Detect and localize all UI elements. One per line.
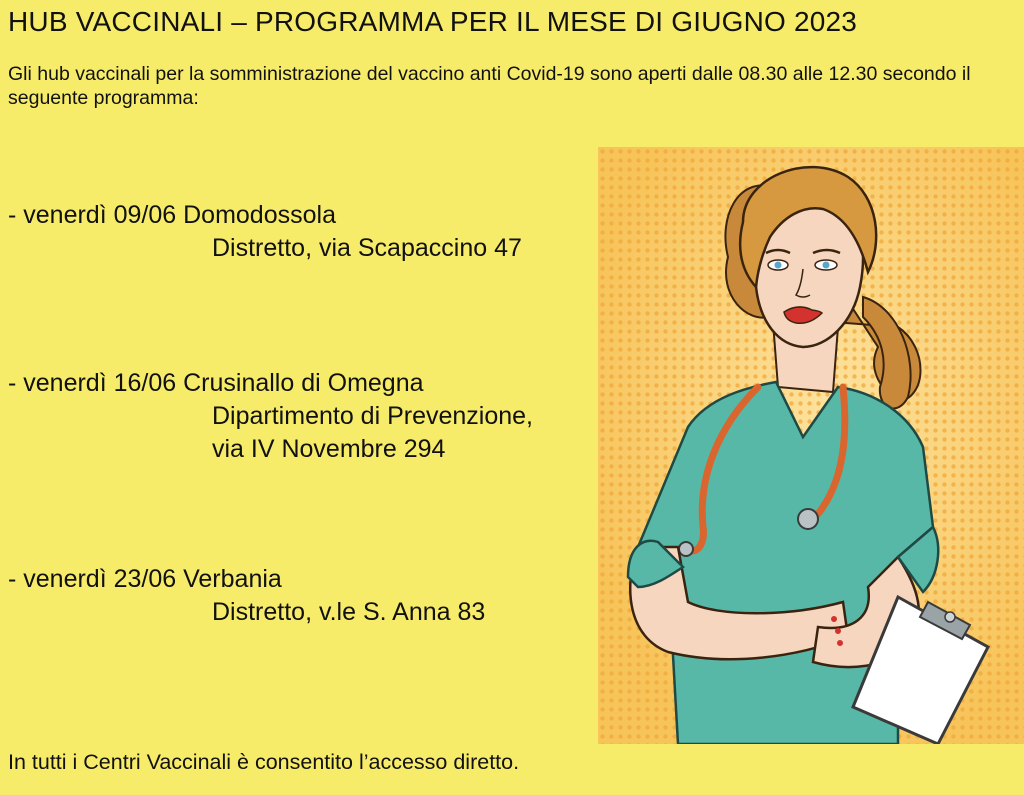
footer-note: In tutti i Centri Vaccinali è consentito l’accesso diretto. — [8, 750, 520, 774]
schedule-address-line: Distretto, v.le S. Anna 83 — [212, 598, 486, 626]
intro-text: Gli hub vaccinali per la somministrazione del vaccino anti Covid-19 sono aperti dalle 08.30 alle 12.30 secondo il seguente programma: — [8, 63, 971, 109]
schedule-address-line: via IV Novembre 294 — [212, 435, 446, 463]
page-title: HUB VACCINALI – PROGRAMMA PER IL MESE DI GIUGNO 2023 — [8, 6, 858, 37]
schedule-date-location: - venerdì 23/06 Verbania — [8, 565, 282, 593]
nurse-illustration — [598, 147, 1024, 744]
schedule-address-line: Distretto, via Scapaccino 47 — [212, 234, 522, 262]
schedule-date-location: - venerdì 16/06 Crusinallo di Omegna — [8, 369, 424, 397]
schedule-entry-crusinallo — [8, 367, 533, 466]
schedule-date-location: - venerdì 09/06 Domodossola — [8, 201, 336, 229]
schedule-address-line: Dipartimento di Prevenzione, — [212, 402, 533, 430]
schedule-entry-verbania — [8, 563, 485, 629]
schedule-entry-domodossola — [8, 199, 522, 265]
